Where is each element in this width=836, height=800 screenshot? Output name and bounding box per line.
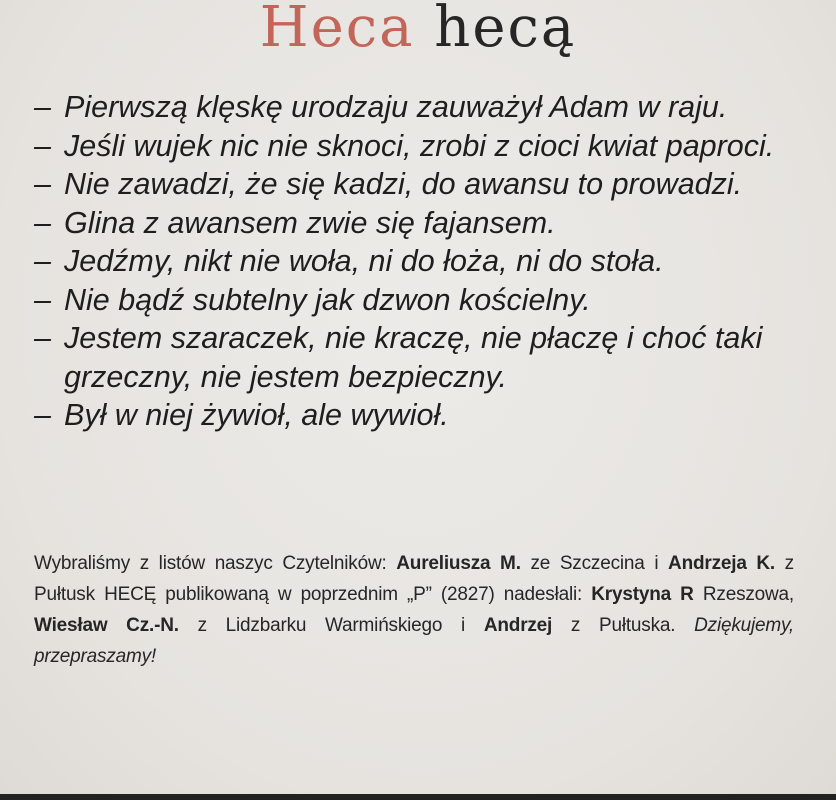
- dash: –: [34, 398, 51, 432]
- dash: –: [34, 282, 51, 317]
- page-title: [0, 0, 836, 64]
- joke-text: Pierwszą klęskę urodzaju zauważył Adam w raju.: [64, 90, 728, 124]
- joke-text: Nie bądź subtelny jak dzwon kościelny.: [64, 282, 591, 317]
- joke-line: [34, 165, 824, 204]
- footer-text: Wybraliśmy z listów naszyc: [34, 553, 273, 574]
- bottom-rule: [0, 794, 836, 800]
- dash: –: [34, 167, 51, 201]
- title-word-1: Heca: [259, 0, 415, 60]
- footer-text: z Pułtusk: [34, 553, 794, 605]
- footer-note: [34, 548, 794, 672]
- joke-text: Jedźmy, nikt nie woła, ni do łoża, ni do stoła.: [64, 244, 664, 278]
- dash: –: [34, 244, 51, 278]
- title-word-2: hecą: [434, 0, 577, 60]
- dash: –: [34, 90, 51, 124]
- joke-line: [34, 242, 824, 281]
- joke-line: [34, 319, 824, 396]
- footer-name: Wiesław Cz.-N.: [34, 615, 179, 636]
- joke-text: Był w niej żywioł, ale wywioł.: [64, 398, 449, 432]
- joke-line: [34, 396, 824, 435]
- footer-name: Andrzej: [483, 615, 553, 636]
- joke-line: [34, 281, 824, 320]
- footer-text: z Lidzbarku Warmińskiego i: [178, 615, 484, 636]
- footer-thanks: Dziękujemy, przepraszamy!: [34, 615, 794, 667]
- footer-text: z Pułtuska.: [570, 615, 695, 636]
- joke-text: Jestem szaraczek, nie kraczę, nie płaczę i choć taki grzeczny, nie jestem bezpieczny.: [64, 321, 763, 394]
- footer-name: Andrzeja K.: [668, 553, 775, 574]
- joke-line: [34, 127, 824, 166]
- footer-text: Rzeszowa,: [702, 584, 794, 605]
- joke-text: Nie zawadzi, że się kadzi, do awansu to prowadzi.: [64, 167, 743, 201]
- dash: –: [34, 321, 51, 355]
- joke-text: Jeśli wujek nic nie sknoci, zrobi z cioci kwiat paproci.: [64, 128, 775, 163]
- joke-line: [34, 88, 824, 127]
- joke-text: Glina z awansem zwie się fajansem.: [64, 205, 556, 240]
- footer-name: Aureliusza M.: [396, 553, 521, 574]
- footer-text: HECĘ publikowaną w poprzednim „P” (2827) nadesłali:: [104, 584, 592, 605]
- joke-list: [34, 88, 824, 435]
- footer-text: ze Szczecina i: [520, 553, 669, 574]
- dash: –: [34, 205, 51, 240]
- footer-name: Krystyna R: [591, 584, 694, 605]
- joke-line: [34, 204, 824, 243]
- dash: –: [34, 128, 51, 163]
- footer-text: Czytelników:: [282, 553, 397, 574]
